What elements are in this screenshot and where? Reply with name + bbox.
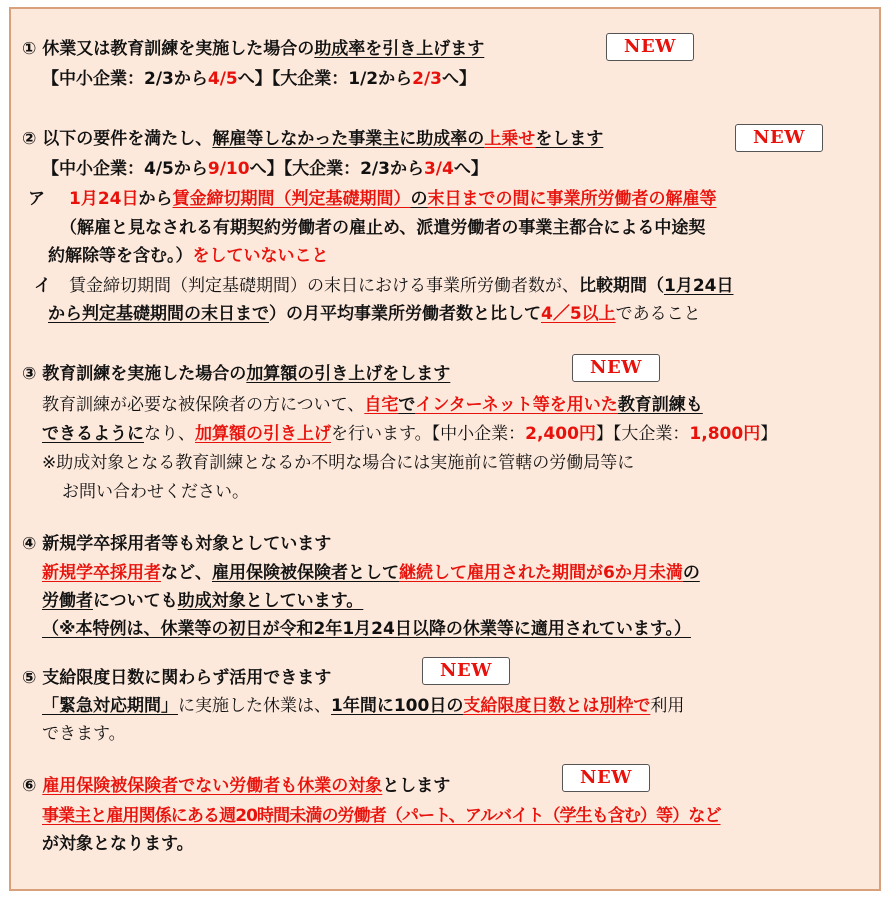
s3-note1: ※助成対象となる教育訓練となるか不明な場合には実施前に管轄の労働局等に	[42, 453, 635, 473]
s6-line2: が対象となります。	[42, 834, 194, 854]
s2-req-a-paren2: 約解除等を含む。）をしていないこと	[48, 246, 329, 266]
s6-title: ⑥ 雇用保険被保険者でない労働者も休業の対象とします	[22, 776, 451, 796]
s2-rates: 【中小企業：4/5から9/10へ】【大企業：2/3から3/4へ】	[42, 159, 488, 179]
s6-line1: 事業主と雇用関係にある週20時間未満の労働者（パート、アルバイト（学生も含む）等）など	[42, 806, 721, 826]
s2-req-i-cont: から判定基礎期間の末日まで）の月平均事業所労働者数と比して4／5以上であること	[48, 304, 701, 324]
new-badge-6: NEW	[562, 764, 650, 792]
s2-title: ② 以下の要件を満たし、解雇等しなかった事業主に助成率の上乗せをします	[22, 129, 604, 149]
new-badge-3: NEW	[572, 354, 660, 382]
s3-line2: できるようになり、加算額の引き上げを行います。【中小企業：2,400円】【大企業：1,800円】	[42, 424, 778, 444]
s3-title: ③ 教育訓練を実施した場合の加算額の引き上げをします	[22, 364, 451, 384]
s3-line1: 教育訓練が必要な被保険者の方について、自宅でインターネット等を用いた教育訓練も	[42, 395, 703, 415]
s4-line1: 新規学卒採用者など、雇用保険被保険者として継続して雇用された期間が6か月未満の	[42, 563, 700, 583]
s2-req-i: イ 賃金締切期間（判定基礎期間）の末日における事業所労働者数が、比較期間（1月24日	[34, 276, 734, 296]
s1-title: ① 休業又は教育訓練を実施した場合の助成率を引き上げます	[22, 39, 485, 59]
s4-note: （※本特例は、休業等の初日が令和2年1月24日以降の休業等に適用されています。）	[42, 619, 691, 639]
s2-req-a-paren1: （解雇と見なされる有期契約労働者の雇止め、派遣労働者の事業主都合による中途契	[60, 218, 706, 238]
s2-req-a: ア 1月24日から賃金締切期間（判定基礎期間）の末日までの間に事業所労働者の解雇等	[28, 189, 717, 209]
new-badge-1: NEW	[606, 33, 694, 61]
new-badge-5: NEW	[422, 657, 510, 685]
s4-line2: 労働者についても助成対象としています。	[42, 591, 364, 611]
s5-title: ⑤ 支給限度日数に関わらず活用できます	[22, 668, 332, 688]
s3-note2: お問い合わせください。	[62, 482, 249, 502]
new-badge-2: NEW	[735, 124, 823, 152]
s1-rates: 【中小企業：2/3から4/5へ】【大企業：1/2から2/3へ】	[42, 69, 476, 89]
s5-line1: 「緊急対応期間」に実施した休業は、1年間に100日の支給限度日数とは別枠で利用	[42, 696, 685, 716]
s4-title: ④ 新規学卒採用者等も対象としています	[22, 534, 332, 554]
s5-line2: できます。	[42, 724, 126, 744]
